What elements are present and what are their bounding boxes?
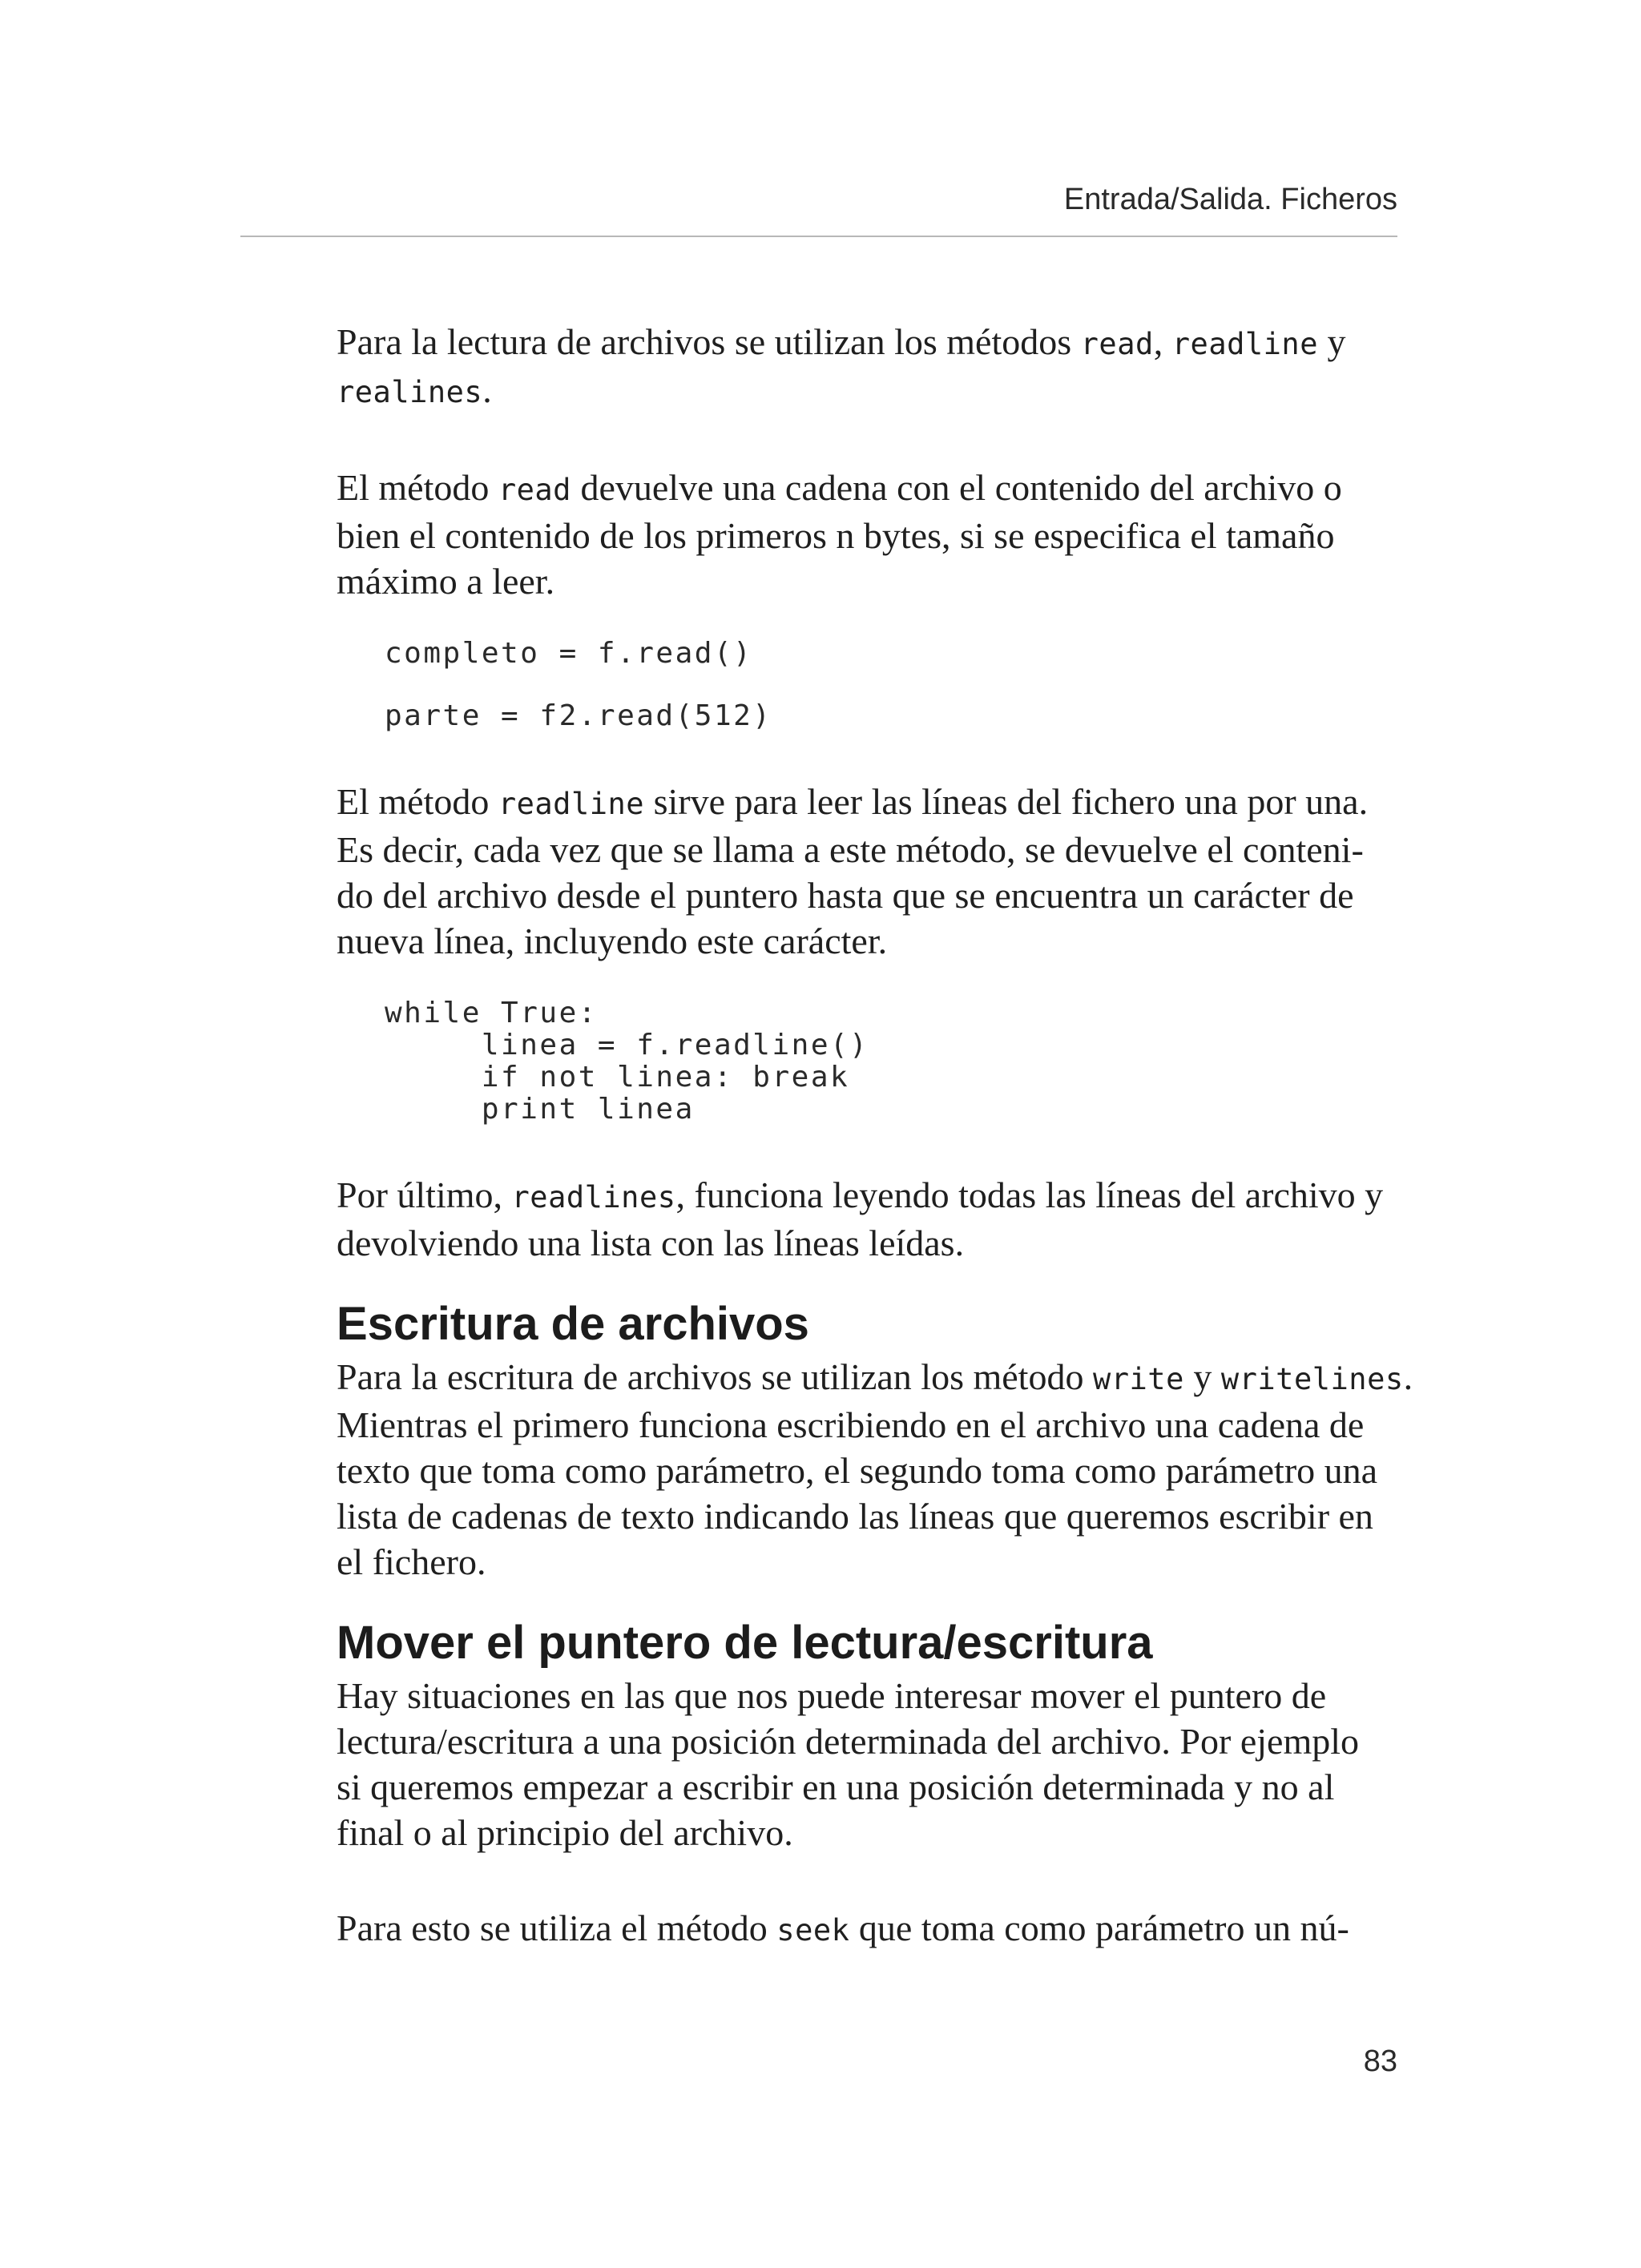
running-header: Entrada/Salida. Ficheros — [1063, 183, 1397, 216]
text-line: Por último, readlines, funciona leyendo todas las líneas del archivo y — [337, 1174, 1384, 1215]
code-writelines: writelines — [1220, 1362, 1404, 1396]
paragraph-readline-description — [337, 779, 1402, 964]
text-line: lectura/escritura a una posición determinada del archivo. Por ejemplo — [337, 1721, 1360, 1762]
paragraph-writing-description — [337, 1354, 1413, 1585]
header-rule — [240, 236, 1397, 237]
text-line: Mientras el primero funciona escribiendo en el archivo una cadena de — [337, 1404, 1365, 1445]
code-readline: readline — [1171, 327, 1318, 361]
code-write: write — [1092, 1362, 1184, 1396]
code-readline: readline — [498, 787, 645, 821]
code-read: read — [1080, 327, 1154, 361]
text-line: Es decir, cada vez que se llama a este método, se devuelve el conteni- — [337, 829, 1364, 870]
text-line: texto que toma como parámetro, el segundo toma como parámetro una — [337, 1450, 1378, 1491]
text-line: lista de cadenas de texto indicando las líneas que queremos escribir en — [337, 1496, 1373, 1537]
text-line: Para la lectura de archivos se utilizan los métodos read, readline y — [337, 321, 1346, 362]
text-line: bien el contenido de los primeros n bytes, si se especifica el tamaño — [337, 515, 1335, 556]
section-heading-seek: Mover el puntero de lectura/escritura — [337, 1617, 1153, 1669]
text-line: el fichero. — [337, 1541, 486, 1582]
text-line: Hay situaciones en las que nos puede interesar mover el puntero de — [337, 1675, 1327, 1716]
page-number: 83 — [1363, 2044, 1397, 2078]
text-line: do del archivo desde el puntero hasta que se encuentra un carácter de — [337, 875, 1354, 916]
paragraph-readlines-description — [337, 1172, 1402, 1266]
paragraph-seek-description — [337, 1673, 1402, 1855]
text-line: El método read devuelve una cadena con el contenido del archivo o — [337, 467, 1342, 508]
paragraph-seek-method — [337, 1905, 1402, 1953]
code-readlines: readlines — [511, 1180, 676, 1215]
text-line: nueva línea, incluyendo este carácter. — [337, 920, 888, 961]
code-example-read-partial: parte = f2.read(512) — [385, 699, 772, 732]
code-read: read — [498, 473, 571, 507]
section-heading-writing: Escritura de archivos — [337, 1298, 809, 1350]
code-example-read-full: completo = f.read() — [385, 637, 753, 670]
code-example-readline-loop: while True: linea = f.readline() if not linea: break print linea — [385, 997, 869, 1126]
text-line: si queremos empezar a escribir en una posición determinada y no al — [337, 1766, 1335, 1807]
text-line: máximo a leer. — [337, 561, 555, 602]
text-line: Para la escritura de archivos se utilizan los método write y writelines. — [337, 1356, 1413, 1397]
text-line: realines. — [337, 369, 492, 410]
text-line: final o al principio del archivo. — [337, 1812, 793, 1853]
paragraph-read-methods — [337, 319, 1402, 415]
code-realines: realines — [337, 375, 483, 409]
text-line: Para esto se utiliza el método seek que toma como parámetro un nú- — [337, 1907, 1349, 1948]
text-line: El método readline sirve para leer las líneas del fichero una por una. — [337, 781, 1369, 822]
code-seek: seek — [776, 1913, 850, 1948]
text-line: devolviendo una lista con las líneas leídas. — [337, 1223, 965, 1263]
paragraph-read-description — [337, 465, 1402, 604]
page-body — [337, 319, 1413, 2003]
